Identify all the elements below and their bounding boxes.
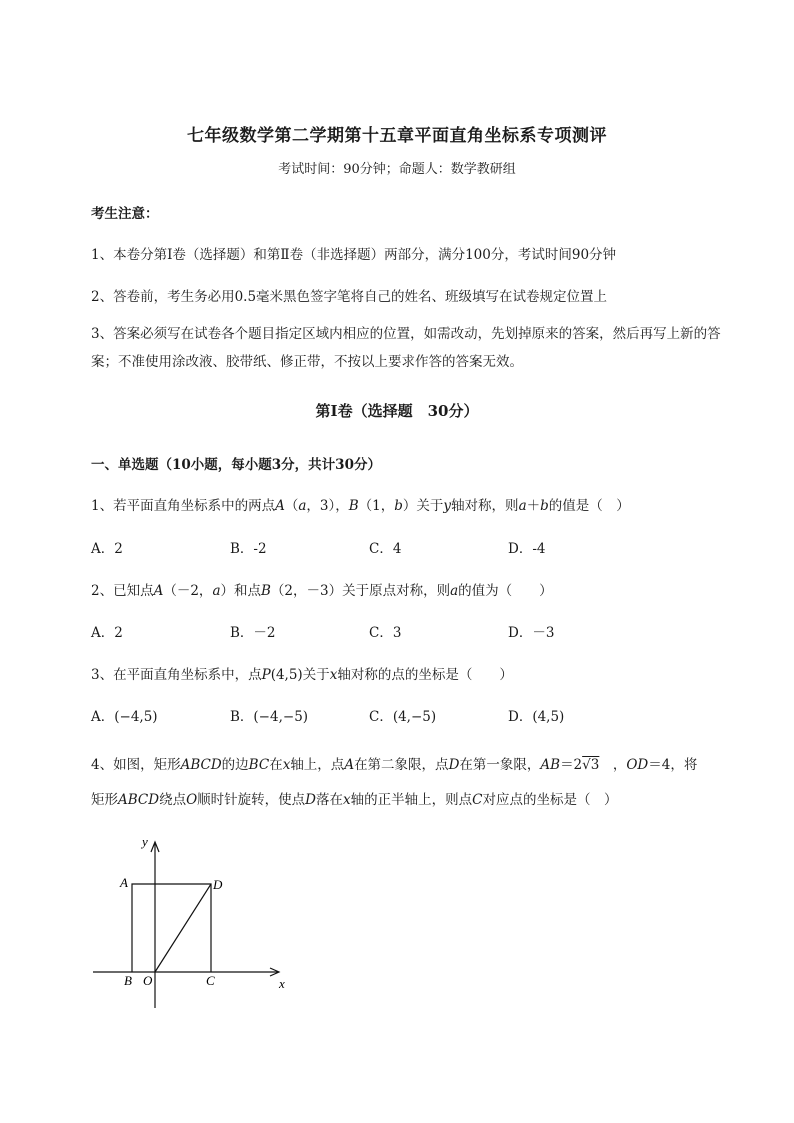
q2-text: （2，－3）关于原点对称，则	[270, 583, 451, 599]
q1-var: B	[348, 498, 359, 514]
q4-var: x	[282, 757, 291, 773]
q1-text: 轴对称，则	[451, 498, 519, 514]
q4-text: 轴的正半轴上，则点	[350, 792, 473, 808]
q1-option-b[interactable]: B．-2	[230, 541, 267, 557]
q2-option-a[interactable]: A．2	[91, 625, 123, 641]
q2-text: （－2，	[163, 583, 213, 599]
q1-text: ＋	[526, 498, 541, 514]
page-subtitle: 考试时间：90分钟；命题人：数学教研组	[278, 162, 516, 177]
q1-var: a	[298, 498, 307, 514]
q4-text: 4、如图，矩形	[91, 757, 181, 773]
q4-text: 落在	[315, 792, 343, 808]
q1-text: （1，	[358, 498, 395, 514]
q2-text: ）和点	[220, 583, 261, 599]
q2-var: a	[212, 583, 221, 599]
q3-text: (4,5)关于	[270, 667, 330, 683]
q4-text: 矩形	[91, 792, 118, 808]
q4-text: ＝2	[560, 757, 583, 773]
q1-var: A	[275, 498, 285, 514]
q4-var: ABCD	[180, 757, 222, 773]
question-4-stem-line-2	[91, 788, 617, 808]
q3-option-a[interactable]: A．(−4,5)	[91, 709, 158, 725]
q1-option-a[interactable]: A．2	[91, 541, 123, 557]
q1-var: b	[540, 498, 549, 514]
q4-text: 对应点的坐标是（ ）	[482, 792, 618, 808]
q3-text: 3、在平面直角坐标系中，点	[91, 667, 262, 683]
question-3-stem	[91, 663, 513, 683]
q4-var: O	[186, 792, 198, 808]
q4-var: D	[448, 757, 460, 773]
notice-heading: 考生注意：	[91, 206, 159, 222]
notice-item-3: 3、答案必须写在试卷各个题目指定区域内相应的位置，如需改动，先划掉原来的答案，然后再写上新的答案；不准使用涂改液、胶带纸、修正带，不按以上要求作答的答案无效。	[91, 326, 721, 370]
q4-text: 在第二象限，点	[354, 757, 449, 773]
rectangle-abcd	[132, 884, 211, 972]
q1-text: ，3），	[306, 498, 349, 514]
q4-var: x	[342, 792, 351, 808]
question-2-stem	[91, 579, 553, 599]
q4-text: 在	[269, 757, 283, 773]
question-1-stem	[91, 494, 630, 514]
q4-text: 在第一象限，	[459, 757, 541, 773]
q1-var: b	[394, 498, 403, 514]
q2-option-b[interactable]: B．－2	[230, 625, 276, 641]
q1-var: a	[518, 498, 527, 514]
q3-var: x	[329, 667, 338, 683]
label-x: x	[279, 976, 285, 991]
q4-var: OD	[626, 757, 649, 773]
q4-text: 绕点	[159, 792, 187, 808]
q1-text: 1、若平面直角坐标系中的两点	[91, 498, 276, 514]
q4-text: ＝4，将	[648, 757, 698, 773]
part-heading: 一、单选题（10小题，每小题3分，共计30分）	[91, 457, 381, 473]
label-o: O	[143, 973, 153, 988]
q1-text: 的值是（ ）	[548, 498, 630, 514]
q1-text: ）关于	[402, 498, 444, 514]
notice-item-2: 2、答卷前，考生务必用0.5毫米黑色签字笔将自己的姓名、班级填写在试卷规定位置上	[91, 289, 608, 305]
rectangle-figure	[88, 830, 298, 1020]
q2-option-c[interactable]: C．3	[369, 625, 402, 641]
segment-od	[155, 884, 211, 972]
q4-var: AB	[540, 757, 561, 773]
q4-text: ，	[599, 757, 627, 773]
label-c: C	[206, 973, 215, 988]
sqrt-three: √3	[582, 757, 600, 773]
q1-option-c[interactable]: C．4	[369, 541, 402, 557]
label-b: B	[124, 973, 132, 988]
q2-text: 的值为（ ）	[458, 583, 553, 599]
q3-text: 轴对称的点的坐标是（ ）	[337, 667, 513, 683]
label-y: y	[142, 834, 148, 849]
page-title: 七年级数学第二学期第十五章平面直角坐标系专项测评	[187, 126, 607, 146]
q4-text: 轴上，点	[290, 757, 345, 773]
q2-option-d[interactable]: D．－3	[508, 625, 555, 641]
q3-option-c[interactable]: C．(4,−5)	[369, 709, 437, 725]
q4-var: C	[472, 792, 483, 808]
q3-option-b[interactable]: B．(−4,−5)	[230, 709, 309, 725]
label-d: D	[213, 877, 223, 892]
q1-text: （	[284, 498, 299, 514]
q1-option-d[interactable]: D．-4	[508, 541, 546, 557]
q4-text: 顺时针旋转，使点	[197, 792, 306, 808]
q3-var: P	[261, 667, 271, 683]
q4-text: 的边	[221, 757, 249, 773]
q4-var: D	[305, 792, 316, 808]
q2-var: A	[153, 583, 164, 599]
section-title: 第Ⅰ卷（选择题 30分）	[315, 402, 479, 420]
notice-item-1: 1、本卷分第Ⅰ卷（选择题）和第Ⅱ卷（非选择题）两部分，满分100分，考试时间90分钟	[91, 247, 617, 263]
q2-var: B	[261, 583, 271, 599]
q4-var: A	[344, 757, 355, 773]
question-4-stem-line-1	[91, 753, 697, 773]
q4-var: ABCD	[118, 792, 160, 808]
q1-var: y	[443, 498, 452, 514]
q3-option-d[interactable]: D．(4,5)	[508, 709, 565, 725]
q4-var: BC	[248, 757, 270, 773]
q2-var: a	[450, 583, 459, 599]
label-a: A	[120, 875, 128, 890]
q2-text: 2、已知点	[91, 583, 154, 599]
